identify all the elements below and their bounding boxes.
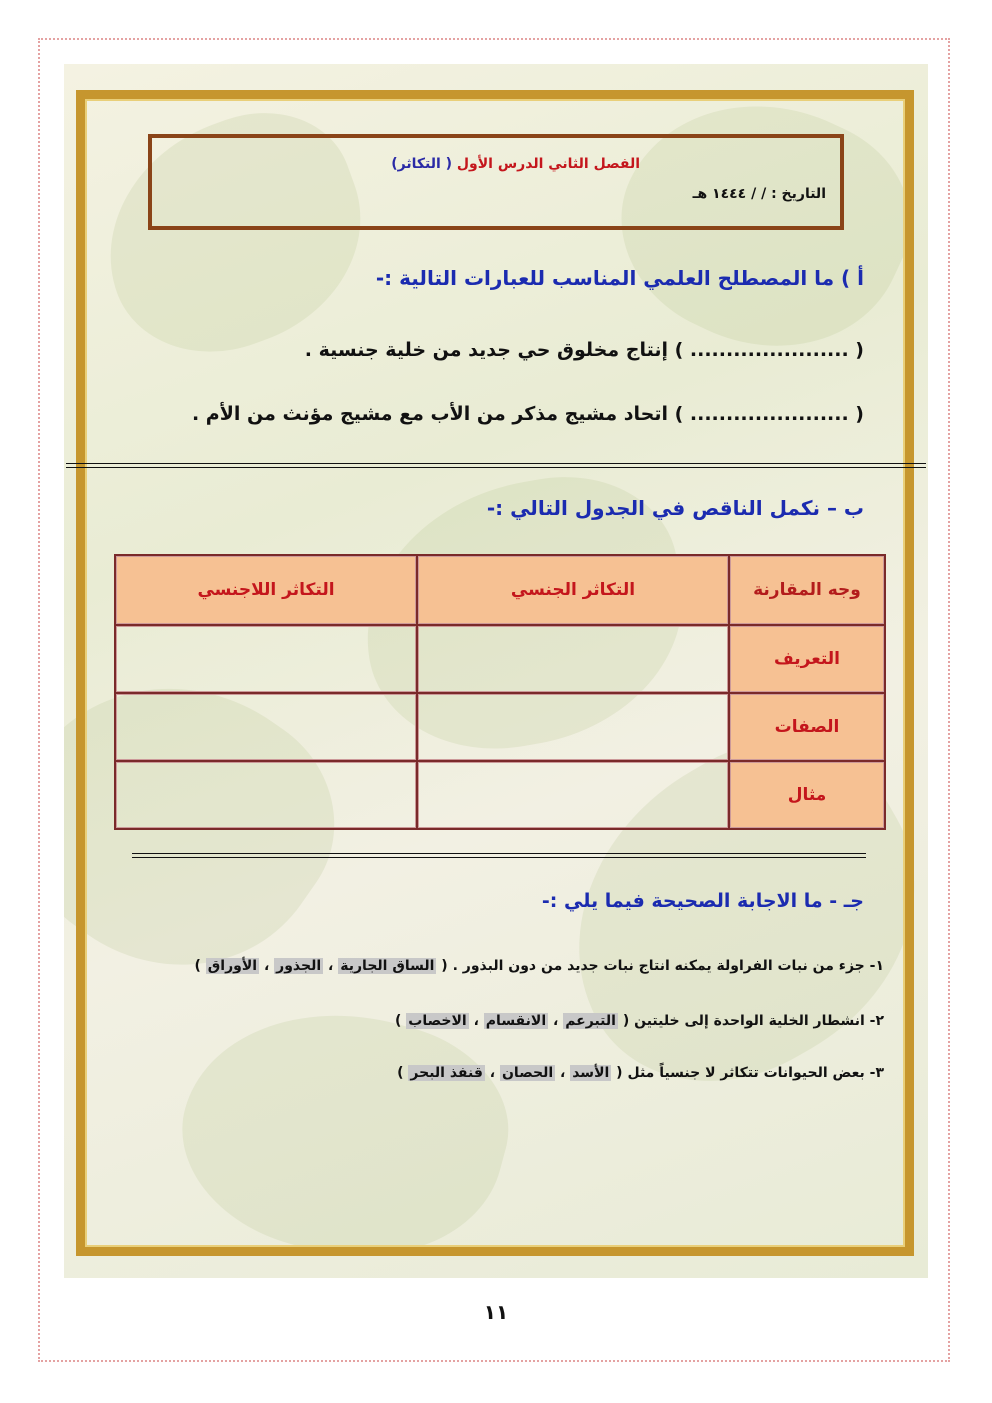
row-label-definition: التعريف: [729, 625, 885, 693]
q1-option-leaves[interactable]: الأوراق: [207, 958, 258, 974]
date-line: التاريخ : / / ١٤٤٤ هـ: [692, 186, 826, 202]
q3-separator: ،: [555, 1065, 571, 1081]
section-a-heading: أ ) ما المصطلح العلمي المناسب للعبارات التالية :-: [375, 266, 864, 290]
section-a-item-1: ( ...................... ) إنتاج مخلوق حي جديد من خلية جنسية .: [304, 339, 864, 361]
question-1-text: ١- جزء من نبات الفراولة يمكنه انتاج نبات جديد من دون البذور . (: [441, 958, 884, 974]
answer-cell[interactable]: [115, 761, 417, 829]
q3-separator: ،: [484, 1065, 500, 1081]
lesson-title-topic: ( التكاثر): [391, 156, 453, 172]
table-header-row: [115, 555, 885, 625]
comparison-table: [114, 554, 886, 830]
page-number: ١١: [483, 1300, 509, 1324]
q2-option-fertilization[interactable]: الاخصاب: [408, 1013, 467, 1029]
q2-separator: ،: [548, 1013, 564, 1029]
answer-cell[interactable]: [417, 625, 729, 693]
section-a-item-2: ( ...................... ) اتحاد مشيج مذكر من الأب مع مشيج مؤنث من الأم .: [191, 403, 864, 425]
q3-option-horse[interactable]: الحصان: [501, 1065, 554, 1081]
q3-option-lion[interactable]: الأسد: [572, 1065, 610, 1081]
q2-option-budding[interactable]: التبرعم: [565, 1013, 616, 1029]
row-label-traits: الصفات: [729, 693, 885, 761]
row-label-example: مثال: [729, 761, 885, 829]
q1-option-roots[interactable]: الجذور: [276, 958, 322, 974]
lesson-title-chapter: الفصل الثاني الدرس الأول: [456, 156, 640, 172]
question-2-text: ٢- انشطار الخلية الواحدة إلى خليتين (: [622, 1013, 884, 1029]
header-comparison-aspect: وجه المقارنة: [729, 555, 885, 625]
lesson-title-box: [148, 134, 844, 230]
lesson-title: [391, 156, 640, 172]
q3-option-sea-urchin[interactable]: قنفذ البحر: [410, 1065, 483, 1081]
question-1: [195, 958, 885, 974]
header-sexual-reproduction: التكاثر الجنسي: [417, 555, 729, 625]
table-row: [115, 625, 885, 693]
answer-cell[interactable]: [417, 693, 729, 761]
q2-close: ): [395, 1013, 402, 1029]
section-c-heading: جـ - ما الاجابة الصحيحة فيما يلي :-: [541, 890, 864, 912]
q1-separator: ،: [259, 958, 275, 974]
q2-option-division[interactable]: الانقسام: [485, 1013, 547, 1029]
question-2: [395, 1013, 884, 1029]
separator-line-2: [132, 853, 866, 858]
answer-cell[interactable]: [115, 625, 417, 693]
header-asexual-reproduction: التكاثر اللاجنسي: [115, 555, 417, 625]
q3-close: ): [397, 1065, 404, 1081]
table-row: [115, 761, 885, 829]
question-3: [397, 1065, 884, 1081]
answer-cell[interactable]: [417, 761, 729, 829]
separator-line-1: [66, 463, 926, 468]
q1-separator: ،: [323, 958, 339, 974]
q1-close: ): [194, 958, 201, 974]
q2-separator: ،: [468, 1013, 484, 1029]
question-3-text: ٣- بعض الحيوانات تتكاثر لا جنسياً مثل (: [616, 1065, 884, 1081]
table-row: [115, 693, 885, 761]
section-b-heading: ب – نكمل الناقص في الجدول التالي :-: [486, 496, 864, 520]
answer-cell[interactable]: [115, 693, 417, 761]
q1-option-runner[interactable]: الساق الجارية: [340, 958, 435, 974]
